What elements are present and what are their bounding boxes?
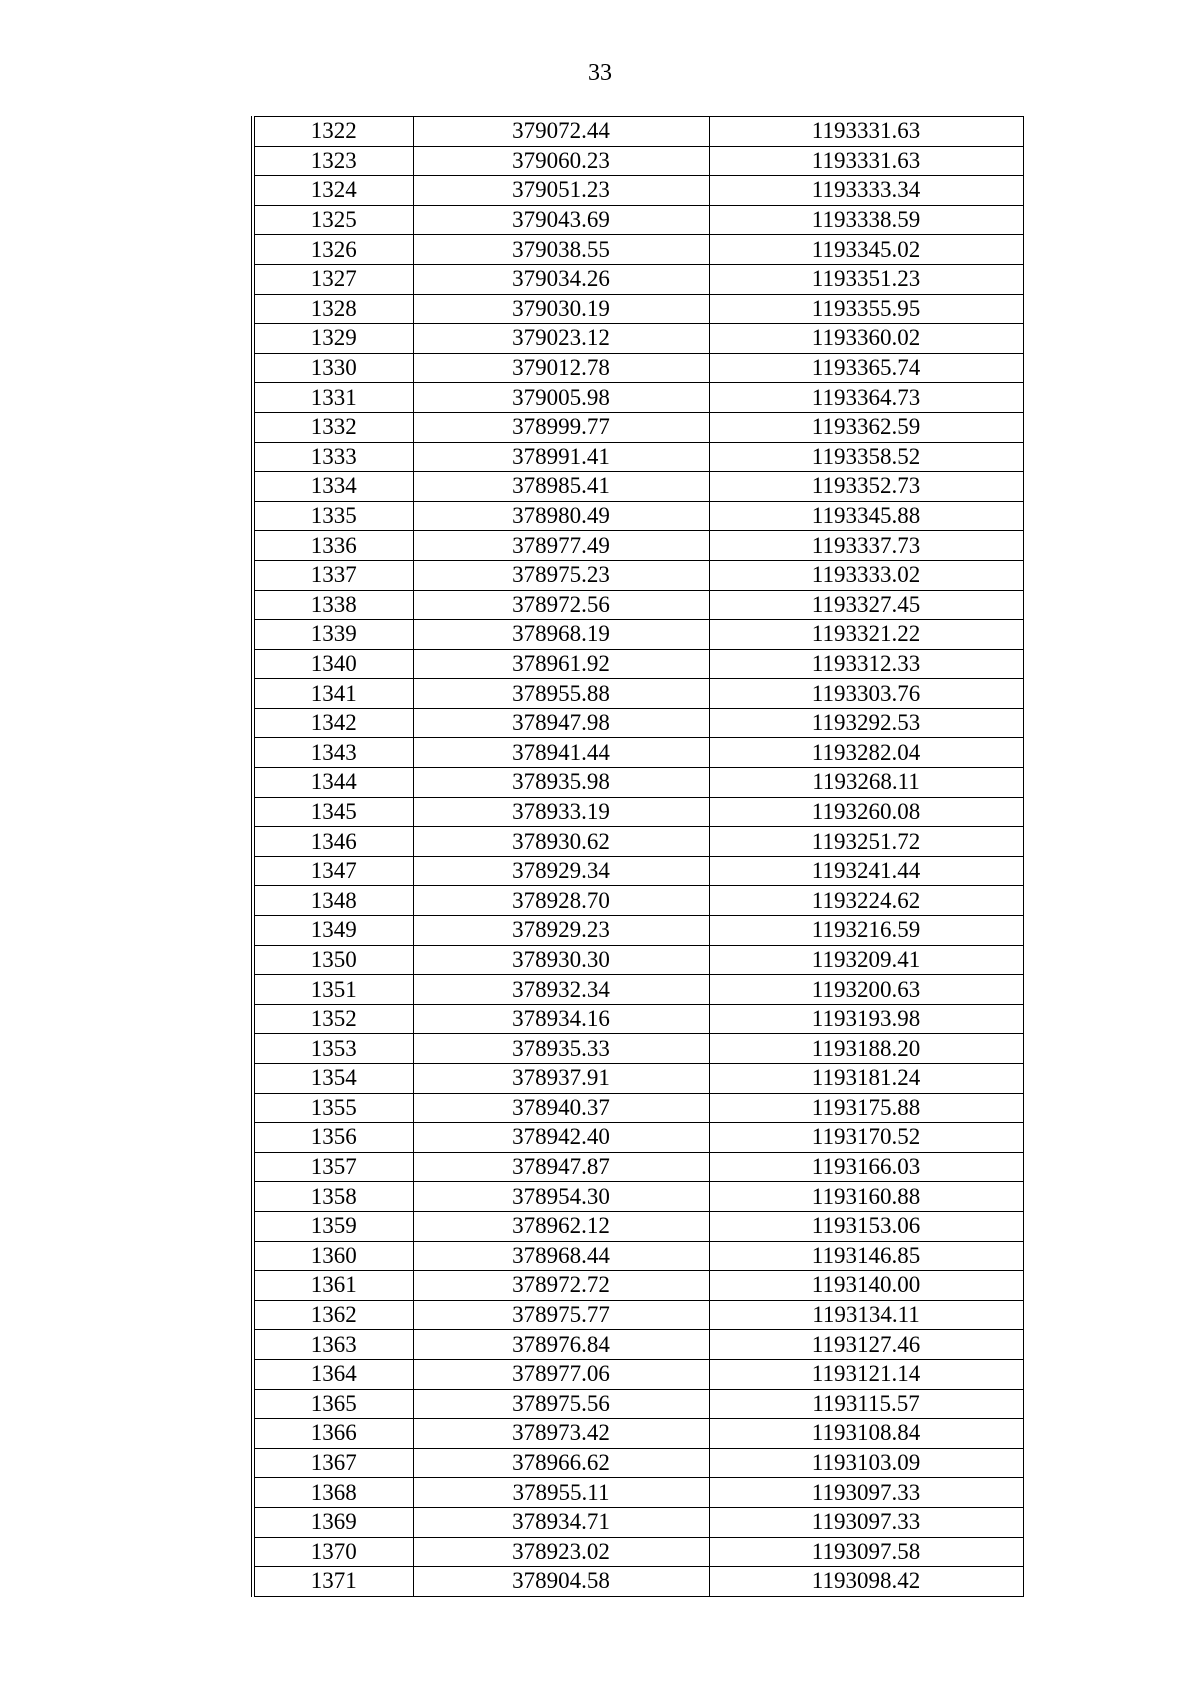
point-number-cell: 1370 <box>253 1537 413 1567</box>
x-coordinate-cell: 378972.72 <box>413 1271 709 1301</box>
point-number-cell: 1335 <box>253 501 413 531</box>
point-number-cell: 1330 <box>253 353 413 383</box>
table-row <box>253 916 1023 946</box>
y-coordinate-cell: 1193362.59 <box>709 412 1023 442</box>
table-row <box>253 383 1023 413</box>
table-row <box>253 738 1023 768</box>
point-number-cell: 1343 <box>253 738 413 768</box>
point-number-cell: 1356 <box>253 1123 413 1153</box>
y-coordinate-cell: 1193358.52 <box>709 442 1023 472</box>
y-coordinate-cell: 1193365.74 <box>709 353 1023 383</box>
y-coordinate-cell: 1193345.02 <box>709 235 1023 265</box>
table-row <box>253 1389 1023 1419</box>
point-number-cell: 1344 <box>253 768 413 798</box>
x-coordinate-cell: 378991.41 <box>413 442 709 472</box>
point-number-cell: 1331 <box>253 383 413 413</box>
x-coordinate-cell: 378940.37 <box>413 1093 709 1123</box>
y-coordinate-cell: 1193097.58 <box>709 1537 1023 1567</box>
point-number-cell: 1338 <box>253 590 413 620</box>
y-coordinate-cell: 1193121.14 <box>709 1359 1023 1389</box>
table-row <box>253 1419 1023 1449</box>
table-row <box>253 856 1023 886</box>
point-number-cell: 1349 <box>253 916 413 946</box>
point-number-cell: 1345 <box>253 797 413 827</box>
x-coordinate-cell: 378975.77 <box>413 1300 709 1330</box>
x-coordinate-cell: 379072.44 <box>413 117 709 147</box>
y-coordinate-cell: 1193260.08 <box>709 797 1023 827</box>
x-coordinate-cell: 378929.34 <box>413 856 709 886</box>
table-row <box>253 1507 1023 1537</box>
table-row <box>253 827 1023 857</box>
point-number-cell: 1346 <box>253 827 413 857</box>
point-number-cell: 1326 <box>253 235 413 265</box>
x-coordinate-cell: 378942.40 <box>413 1123 709 1153</box>
table-row <box>253 1359 1023 1389</box>
point-number-cell: 1360 <box>253 1241 413 1271</box>
point-number-cell: 1337 <box>253 560 413 590</box>
table-row <box>253 176 1023 206</box>
table-row <box>253 590 1023 620</box>
table-row <box>253 1448 1023 1478</box>
page-number: 33 <box>588 60 612 86</box>
y-coordinate-cell: 1193166.03 <box>709 1152 1023 1182</box>
table-row <box>253 1182 1023 1212</box>
point-number-cell: 1352 <box>253 1004 413 1034</box>
y-coordinate-cell: 1193193.98 <box>709 1004 1023 1034</box>
x-coordinate-cell: 378923.02 <box>413 1537 709 1567</box>
point-number-cell: 1353 <box>253 1034 413 1064</box>
x-coordinate-cell: 379023.12 <box>413 324 709 354</box>
table-row <box>253 768 1023 798</box>
x-coordinate-cell: 378935.98 <box>413 768 709 798</box>
y-coordinate-cell: 1193303.76 <box>709 679 1023 709</box>
table-row <box>253 205 1023 235</box>
table-row <box>253 1123 1023 1153</box>
point-number-cell: 1341 <box>253 679 413 709</box>
y-coordinate-cell: 1193170.52 <box>709 1123 1023 1153</box>
table-row <box>253 679 1023 709</box>
point-number-cell: 1339 <box>253 620 413 650</box>
point-number-cell: 1364 <box>253 1359 413 1389</box>
point-number-cell: 1328 <box>253 294 413 324</box>
x-coordinate-cell: 378904.58 <box>413 1567 709 1597</box>
y-coordinate-cell: 1193333.34 <box>709 176 1023 206</box>
point-number-cell: 1336 <box>253 531 413 561</box>
point-number-cell: 1359 <box>253 1211 413 1241</box>
table-row <box>253 649 1023 679</box>
table-row <box>253 1330 1023 1360</box>
x-coordinate-cell: 378968.19 <box>413 620 709 650</box>
point-number-cell: 1329 <box>253 324 413 354</box>
y-coordinate-cell: 1193321.22 <box>709 620 1023 650</box>
y-coordinate-cell: 1193098.42 <box>709 1567 1023 1597</box>
point-number-cell: 1363 <box>253 1330 413 1360</box>
y-coordinate-cell: 1193251.72 <box>709 827 1023 857</box>
x-coordinate-cell: 378985.41 <box>413 472 709 502</box>
x-coordinate-cell: 378972.56 <box>413 590 709 620</box>
x-coordinate-cell: 378947.98 <box>413 708 709 738</box>
y-coordinate-cell: 1193364.73 <box>709 383 1023 413</box>
point-number-cell: 1334 <box>253 472 413 502</box>
point-number-cell: 1332 <box>253 412 413 442</box>
point-number-cell: 1350 <box>253 945 413 975</box>
y-coordinate-cell: 1193216.59 <box>709 916 1023 946</box>
point-number-cell: 1342 <box>253 708 413 738</box>
table-row <box>253 1537 1023 1567</box>
y-coordinate-cell: 1193351.23 <box>709 264 1023 294</box>
y-coordinate-cell: 1193160.88 <box>709 1182 1023 1212</box>
table-row <box>253 501 1023 531</box>
x-coordinate-cell: 378962.12 <box>413 1211 709 1241</box>
point-number-cell: 1371 <box>253 1567 413 1597</box>
y-coordinate-cell: 1193153.06 <box>709 1211 1023 1241</box>
x-coordinate-cell: 378933.19 <box>413 797 709 827</box>
table-row <box>253 531 1023 561</box>
point-number-cell: 1358 <box>253 1182 413 1212</box>
x-coordinate-cell: 379005.98 <box>413 383 709 413</box>
table-row <box>253 797 1023 827</box>
x-coordinate-cell: 378975.23 <box>413 560 709 590</box>
y-coordinate-cell: 1193181.24 <box>709 1064 1023 1094</box>
table-row <box>253 1478 1023 1508</box>
x-coordinate-cell: 378977.06 <box>413 1359 709 1389</box>
table-row <box>253 235 1023 265</box>
x-coordinate-cell: 378975.56 <box>413 1389 709 1419</box>
x-coordinate-cell: 378966.62 <box>413 1448 709 1478</box>
table-row <box>253 1093 1023 1123</box>
x-coordinate-cell: 378937.91 <box>413 1064 709 1094</box>
table-row <box>253 945 1023 975</box>
y-coordinate-cell: 1193103.09 <box>709 1448 1023 1478</box>
point-number-cell: 1362 <box>253 1300 413 1330</box>
y-coordinate-cell: 1193200.63 <box>709 975 1023 1005</box>
table-row <box>253 1211 1023 1241</box>
table-row <box>253 1004 1023 1034</box>
x-coordinate-cell: 379038.55 <box>413 235 709 265</box>
x-coordinate-cell: 378976.84 <box>413 1330 709 1360</box>
x-coordinate-cell: 378934.71 <box>413 1507 709 1537</box>
y-coordinate-cell: 1193140.00 <box>709 1271 1023 1301</box>
point-number-cell: 1322 <box>253 117 413 147</box>
y-coordinate-cell: 1193352.73 <box>709 472 1023 502</box>
point-number-cell: 1351 <box>253 975 413 1005</box>
table-row <box>253 886 1023 916</box>
y-coordinate-cell: 1193355.95 <box>709 294 1023 324</box>
table-row <box>253 353 1023 383</box>
table-row <box>253 1567 1023 1597</box>
x-coordinate-cell: 378941.44 <box>413 738 709 768</box>
y-coordinate-cell: 1193331.63 <box>709 146 1023 176</box>
x-coordinate-cell: 378947.87 <box>413 1152 709 1182</box>
y-coordinate-cell: 1193331.63 <box>709 117 1023 147</box>
y-coordinate-cell: 1193175.88 <box>709 1093 1023 1123</box>
table-row <box>253 1064 1023 1094</box>
y-coordinate-cell: 1193224.62 <box>709 886 1023 916</box>
point-number-cell: 1340 <box>253 649 413 679</box>
x-coordinate-cell: 379030.19 <box>413 294 709 324</box>
point-number-cell: 1323 <box>253 146 413 176</box>
table-row <box>253 1271 1023 1301</box>
y-coordinate-cell: 1193097.33 <box>709 1507 1023 1537</box>
table-row <box>253 1300 1023 1330</box>
x-coordinate-cell: 379034.26 <box>413 264 709 294</box>
table-row <box>253 442 1023 472</box>
y-coordinate-cell: 1193268.11 <box>709 768 1023 798</box>
y-coordinate-cell: 1193241.44 <box>709 856 1023 886</box>
y-coordinate-cell: 1193108.84 <box>709 1419 1023 1449</box>
table-row <box>253 1034 1023 1064</box>
x-coordinate-cell: 378929.23 <box>413 916 709 946</box>
y-coordinate-cell: 1193134.11 <box>709 1300 1023 1330</box>
table-row <box>253 1152 1023 1182</box>
point-number-cell: 1365 <box>253 1389 413 1419</box>
point-number-cell: 1355 <box>253 1093 413 1123</box>
table-row <box>253 146 1023 176</box>
point-number-cell: 1367 <box>253 1448 413 1478</box>
x-coordinate-cell: 378980.49 <box>413 501 709 531</box>
table-row <box>253 412 1023 442</box>
x-coordinate-cell: 378977.49 <box>413 531 709 561</box>
table-row <box>253 620 1023 650</box>
coordinate-table <box>251 116 1024 1597</box>
point-number-cell: 1333 <box>253 442 413 472</box>
point-number-cell: 1368 <box>253 1478 413 1508</box>
y-coordinate-cell: 1193209.41 <box>709 945 1023 975</box>
point-number-cell: 1348 <box>253 886 413 916</box>
x-coordinate-cell: 378934.16 <box>413 1004 709 1034</box>
y-coordinate-cell: 1193188.20 <box>709 1034 1023 1064</box>
x-coordinate-cell: 378955.88 <box>413 679 709 709</box>
y-coordinate-cell: 1193345.88 <box>709 501 1023 531</box>
x-coordinate-cell: 378961.92 <box>413 649 709 679</box>
point-number-cell: 1324 <box>253 176 413 206</box>
x-coordinate-cell: 378935.33 <box>413 1034 709 1064</box>
y-coordinate-cell: 1193282.04 <box>709 738 1023 768</box>
x-coordinate-cell: 379051.23 <box>413 176 709 206</box>
x-coordinate-cell: 378973.42 <box>413 1419 709 1449</box>
point-number-cell: 1325 <box>253 205 413 235</box>
point-number-cell: 1357 <box>253 1152 413 1182</box>
point-number-cell: 1354 <box>253 1064 413 1094</box>
y-coordinate-cell: 1193333.02 <box>709 560 1023 590</box>
y-coordinate-cell: 1193312.33 <box>709 649 1023 679</box>
y-coordinate-cell: 1193327.45 <box>709 590 1023 620</box>
y-coordinate-cell: 1193146.85 <box>709 1241 1023 1271</box>
y-coordinate-cell: 1193292.53 <box>709 708 1023 738</box>
point-number-cell: 1369 <box>253 1507 413 1537</box>
point-number-cell: 1361 <box>253 1271 413 1301</box>
table-row <box>253 264 1023 294</box>
table-row <box>253 324 1023 354</box>
x-coordinate-cell: 378955.11 <box>413 1478 709 1508</box>
table-row <box>253 472 1023 502</box>
table-row <box>253 560 1023 590</box>
point-number-cell: 1366 <box>253 1419 413 1449</box>
point-number-cell: 1327 <box>253 264 413 294</box>
y-coordinate-cell: 1193127.46 <box>709 1330 1023 1360</box>
y-coordinate-cell: 1193360.02 <box>709 324 1023 354</box>
x-coordinate-cell: 379043.69 <box>413 205 709 235</box>
x-coordinate-cell: 379012.78 <box>413 353 709 383</box>
table-row <box>253 708 1023 738</box>
table-row <box>253 294 1023 324</box>
x-coordinate-cell: 378928.70 <box>413 886 709 916</box>
x-coordinate-cell: 378999.77 <box>413 412 709 442</box>
y-coordinate-cell: 1193337.73 <box>709 531 1023 561</box>
table-row <box>253 117 1023 147</box>
x-coordinate-cell: 378932.34 <box>413 975 709 1005</box>
coordinate-table-body <box>253 117 1023 1597</box>
y-coordinate-cell: 1193338.59 <box>709 205 1023 235</box>
x-coordinate-cell: 378954.30 <box>413 1182 709 1212</box>
table-row <box>253 975 1023 1005</box>
y-coordinate-cell: 1193097.33 <box>709 1478 1023 1508</box>
point-number-cell: 1347 <box>253 856 413 886</box>
x-coordinate-cell: 379060.23 <box>413 146 709 176</box>
y-coordinate-cell: 1193115.57 <box>709 1389 1023 1419</box>
x-coordinate-cell: 378930.62 <box>413 827 709 857</box>
x-coordinate-cell: 378930.30 <box>413 945 709 975</box>
x-coordinate-cell: 378968.44 <box>413 1241 709 1271</box>
table-row <box>253 1241 1023 1271</box>
